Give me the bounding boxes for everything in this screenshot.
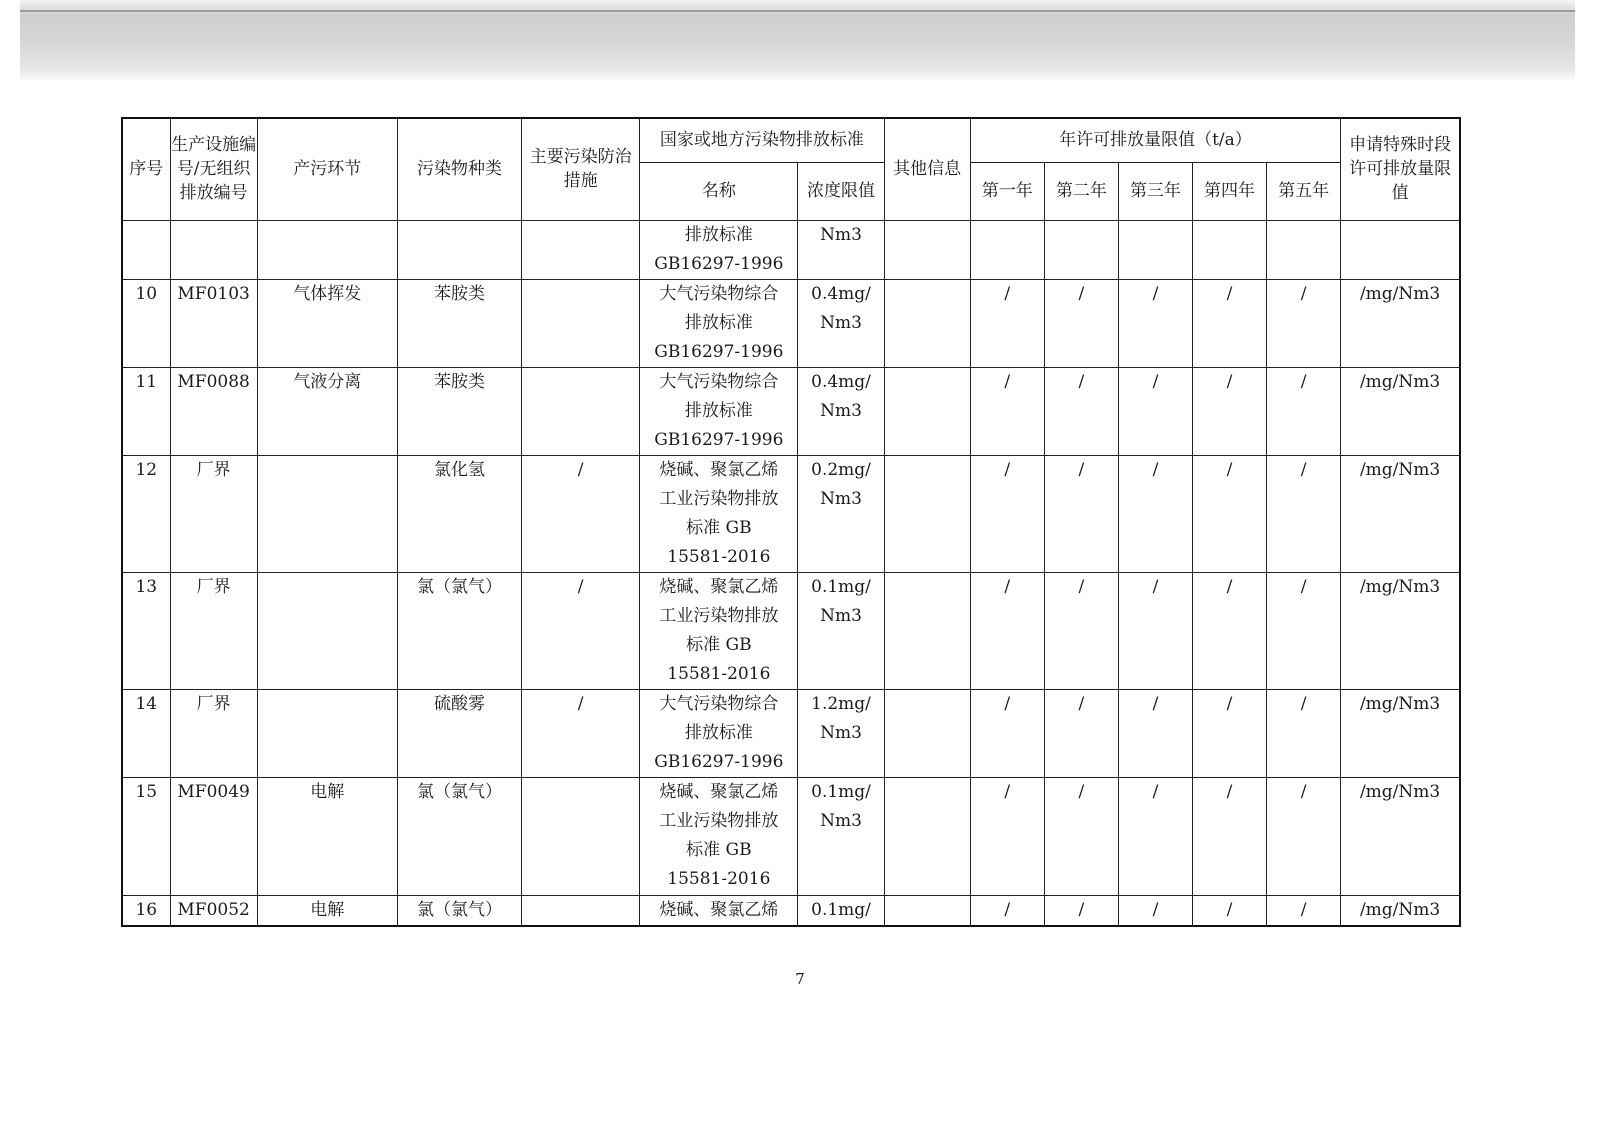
header-measures: 主要污染防治措施 [522, 118, 640, 220]
header-special: 申请特殊时段许可排放量限值 [1341, 118, 1460, 220]
cell-special: /mg/Nm3 [1341, 279, 1460, 367]
cell-limit: 0.1mg/ Nm3 [798, 572, 884, 689]
cell-year-5 [1267, 220, 1341, 279]
cell-year-1: / [970, 895, 1044, 926]
cell-year-1 [970, 220, 1044, 279]
header-stage: 产污环节 [257, 118, 397, 220]
cell-pollutant: 苯胺类 [397, 279, 521, 367]
cell-year-4: / [1192, 279, 1266, 367]
cell-standard-name: 烧碱、聚氯乙烯 工业污染物排放 标准 GB 15581-2016 [640, 455, 798, 572]
table-row [122, 689, 1460, 777]
header-year-4: 第四年 [1192, 162, 1266, 220]
cell-standard-name: 排放标准 GB16297-1996 [640, 220, 798, 279]
cell-other [884, 367, 970, 455]
cell-standard-name: 大气污染物综合 排放标准 GB16297-1996 [640, 367, 798, 455]
cell-facility: 厂界 [170, 455, 257, 572]
cell-other [884, 689, 970, 777]
cell-limit: 0.2mg/ Nm3 [798, 455, 884, 572]
cell-year-3 [1118, 220, 1192, 279]
cell-measures: / [522, 455, 640, 572]
cell-stage [257, 455, 397, 572]
cell-stage [257, 572, 397, 689]
table-row [122, 895, 1460, 926]
cell-other [884, 220, 970, 279]
cell-stage [257, 689, 397, 777]
cell-year-3: / [1118, 689, 1192, 777]
header-seq: 序号 [122, 118, 170, 220]
cell-year-1: / [970, 279, 1044, 367]
cell-year-2: / [1044, 777, 1118, 895]
cell-year-3: / [1118, 777, 1192, 895]
table-row [122, 279, 1460, 367]
header-annual-group: 年许可排放量限值（t/a） [970, 118, 1341, 162]
header-standard-name: 名称 [640, 162, 798, 220]
cell-facility: MF0049 [170, 777, 257, 895]
cell-year-1: / [970, 689, 1044, 777]
cell-standard-name: 烧碱、聚氯乙烯 [640, 895, 798, 926]
table-row [122, 220, 1460, 279]
cell-facility: 厂界 [170, 572, 257, 689]
cell-measures: / [522, 689, 640, 777]
scan-edge-line [20, 10, 1575, 12]
cell-year-4: / [1192, 572, 1266, 689]
cell-year-5: / [1267, 895, 1341, 926]
cell-other [884, 279, 970, 367]
header-year-2: 第二年 [1044, 162, 1118, 220]
cell-limit: Nm3 [798, 220, 884, 279]
cell-year-4 [1192, 220, 1266, 279]
cell-seq: 13 [122, 572, 170, 689]
header-year-5: 第五年 [1267, 162, 1341, 220]
cell-year-2: / [1044, 367, 1118, 455]
cell-seq [122, 220, 170, 279]
header-standard-group: 国家或地方污染物排放标准 [640, 118, 884, 162]
cell-pollutant: 苯胺类 [397, 367, 521, 455]
cell-special: /mg/Nm3 [1341, 367, 1460, 455]
cell-seq: 16 [122, 895, 170, 926]
table-body [122, 220, 1460, 926]
cell-seq: 12 [122, 455, 170, 572]
cell-year-3: / [1118, 279, 1192, 367]
cell-special: /mg/Nm3 [1341, 689, 1460, 777]
cell-year-5: / [1267, 777, 1341, 895]
table-row [122, 572, 1460, 689]
cell-year-2: / [1044, 455, 1118, 572]
cell-year-1: / [970, 367, 1044, 455]
cell-year-2 [1044, 220, 1118, 279]
cell-stage: 气体挥发 [257, 279, 397, 367]
cell-year-1: / [970, 572, 1044, 689]
cell-limit: 0.4mg/ Nm3 [798, 279, 884, 367]
cell-seq: 14 [122, 689, 170, 777]
header-standard-limit: 浓度限值 [798, 162, 884, 220]
cell-pollutant [397, 220, 521, 279]
cell-year-2: / [1044, 572, 1118, 689]
cell-year-5: / [1267, 689, 1341, 777]
cell-pollutant: 硫酸雾 [397, 689, 521, 777]
cell-year-1: / [970, 777, 1044, 895]
cell-standard-name: 烧碱、聚氯乙烯 工业污染物排放 标准 GB 15581-2016 [640, 777, 798, 895]
cell-stage: 电解 [257, 777, 397, 895]
cell-measures [522, 777, 640, 895]
cell-year-5: / [1267, 279, 1341, 367]
cell-year-2: / [1044, 895, 1118, 926]
cell-year-4: / [1192, 455, 1266, 572]
cell-measures [522, 895, 640, 926]
cell-special: /mg/Nm3 [1341, 895, 1460, 926]
cell-year-1: / [970, 455, 1044, 572]
cell-standard-name: 大气污染物综合 排放标准 GB16297-1996 [640, 279, 798, 367]
header-other: 其他信息 [884, 118, 970, 220]
cell-seq: 11 [122, 367, 170, 455]
cell-other [884, 777, 970, 895]
cell-stage: 电解 [257, 895, 397, 926]
cell-measures [522, 367, 640, 455]
cell-stage: 气液分离 [257, 367, 397, 455]
cell-year-2: / [1044, 689, 1118, 777]
cell-special: /mg/Nm3 [1341, 455, 1460, 572]
cell-year-3: / [1118, 367, 1192, 455]
page-number: 7 [795, 970, 805, 988]
cell-pollutant: 氯（氯气） [397, 572, 521, 689]
cell-seq: 15 [122, 777, 170, 895]
cell-limit: 1.2mg/ Nm3 [798, 689, 884, 777]
cell-other [884, 455, 970, 572]
table-row [122, 777, 1460, 895]
cell-measures [522, 220, 640, 279]
cell-limit: 0.1mg/ Nm3 [798, 777, 884, 895]
cell-year-5: / [1267, 572, 1341, 689]
header-year-3: 第三年 [1118, 162, 1192, 220]
emission-permit-table [121, 117, 1461, 927]
cell-measures [522, 279, 640, 367]
cell-year-5: / [1267, 455, 1341, 572]
cell-facility: MF0052 [170, 895, 257, 926]
cell-pollutant: 氯化氢 [397, 455, 521, 572]
cell-facility: MF0103 [170, 279, 257, 367]
cell-special: /mg/Nm3 [1341, 777, 1460, 895]
cell-facility [170, 220, 257, 279]
cell-special [1341, 220, 1460, 279]
cell-other [884, 572, 970, 689]
header-facility: 生产设施编号/无组织排放编号 [170, 118, 257, 220]
cell-pollutant: 氯（氯气） [397, 895, 521, 926]
cell-limit: 0.1mg/ [798, 895, 884, 926]
cell-stage [257, 220, 397, 279]
cell-year-4: / [1192, 895, 1266, 926]
cell-facility: MF0088 [170, 367, 257, 455]
cell-special: /mg/Nm3 [1341, 572, 1460, 689]
header-pollutant: 污染物种类 [397, 118, 521, 220]
cell-measures: / [522, 572, 640, 689]
cell-standard-name: 烧碱、聚氯乙烯 工业污染物排放 标准 GB 15581-2016 [640, 572, 798, 689]
cell-other [884, 895, 970, 926]
table-header [122, 118, 1460, 220]
cell-limit: 0.4mg/ Nm3 [798, 367, 884, 455]
cell-year-4: / [1192, 777, 1266, 895]
cell-year-3: / [1118, 455, 1192, 572]
cell-year-4: / [1192, 689, 1266, 777]
cell-year-4: / [1192, 367, 1266, 455]
scan-shadow [20, 0, 1575, 82]
cell-year-3: / [1118, 572, 1192, 689]
cell-year-5: / [1267, 367, 1341, 455]
cell-year-3: / [1118, 895, 1192, 926]
cell-standard-name: 大气污染物综合 排放标准 GB16297-1996 [640, 689, 798, 777]
table-row [122, 367, 1460, 455]
cell-facility: 厂界 [170, 689, 257, 777]
cell-seq: 10 [122, 279, 170, 367]
table-row [122, 455, 1460, 572]
header-year-1: 第一年 [970, 162, 1044, 220]
cell-year-2: / [1044, 279, 1118, 367]
cell-pollutant: 氯（氯气） [397, 777, 521, 895]
